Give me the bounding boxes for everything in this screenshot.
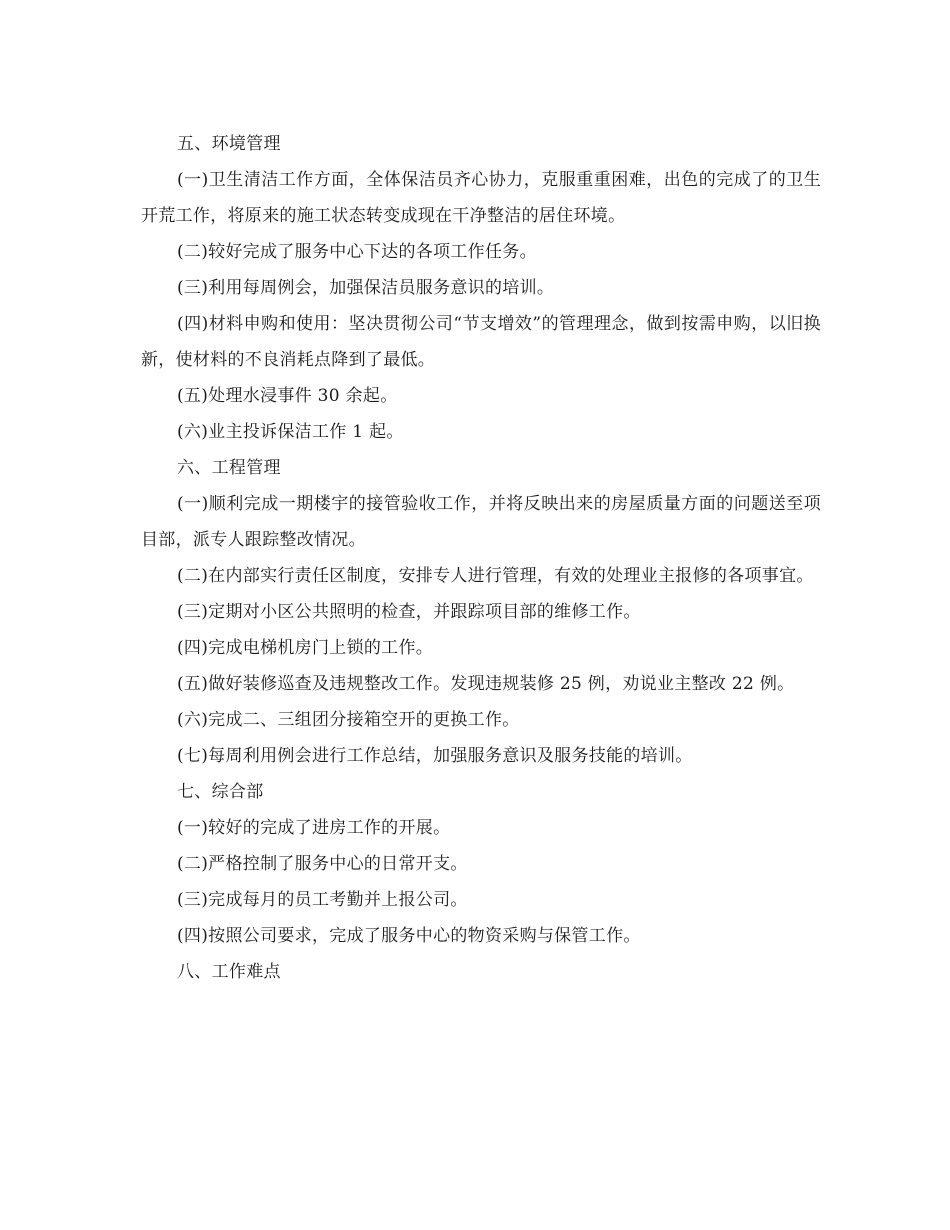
section-heading-general: 七、综合部 <box>177 782 264 802</box>
paragraph-eng-4: (四)完成电梯机房门上锁的工作。 <box>177 638 434 658</box>
paragraph-env-4: (四)材料申购和使用：坚决贯彻公司“节支增效”的管理理念，做到按需申购，以旧换新，使材料的不良消耗点降到了最低。 <box>141 314 821 370</box>
paragraph-env-3: (三)利用每周例会，加强保洁员服务意识的培训。 <box>177 278 555 298</box>
paragraph-env-5: (五)处理水浸事件 30 余起。 <box>177 386 398 406</box>
paragraph-eng-7: (七)每周利用例会进行工作总结，加强服务意识及服务技能的培训。 <box>177 746 693 766</box>
paragraph-eng-1: (一)顺利完成一期楼宇的接管验收工作，并将反映出来的房屋质量方面的问题送至项目部，派专人跟踪整改情况。 <box>141 494 821 550</box>
section-heading-engineering: 六、工程管理 <box>177 458 281 478</box>
paragraph-gen-2: (二)严格控制了服务中心的日常开支。 <box>177 854 468 874</box>
paragraph-eng-2: (二)在内部实行责任区制度，安排专人进行管理，有效的处理业主报修的各项事宜。 <box>177 566 814 586</box>
section-heading-difficulties: 八、工作难点 <box>177 962 281 982</box>
paragraph-gen-1: (一)较好的完成了进房工作的开展。 <box>177 818 451 838</box>
section-heading-environment: 五、环境管理 <box>177 134 281 154</box>
paragraph-gen-3: (三)完成每月的员工考勤并上报公司。 <box>177 890 468 910</box>
paragraph-env-2: (二)较好完成了服务中心下达的各项工作任务。 <box>177 242 537 262</box>
paragraph-eng-6: (六)完成二、三组团分接箱空开的更换工作。 <box>177 710 520 730</box>
paragraph-eng-3: (三)定期对小区公共照明的检查，并跟踪项目部的维修工作。 <box>177 602 641 622</box>
document-body <box>141 126 821 990</box>
paragraph-env-6: (六)业主投诉保洁工作 1 起。 <box>177 422 404 442</box>
paragraph-eng-5: (五)做好装修巡查及违规整改工作。发现违规装修 25 例，劝说业主整改 22 例。 <box>177 674 795 694</box>
paragraph-env-1: (一)卫生清洁工作方面，全体保洁员齐心协力，克服重重困难，出色的完成了的卫生开荒工作，将原来的施工状态转变成现在干净整洁的居住环境。 <box>141 170 821 226</box>
paragraph-gen-4: (四)按照公司要求，完成了服务中心的物资采购与保管工作。 <box>177 926 641 946</box>
